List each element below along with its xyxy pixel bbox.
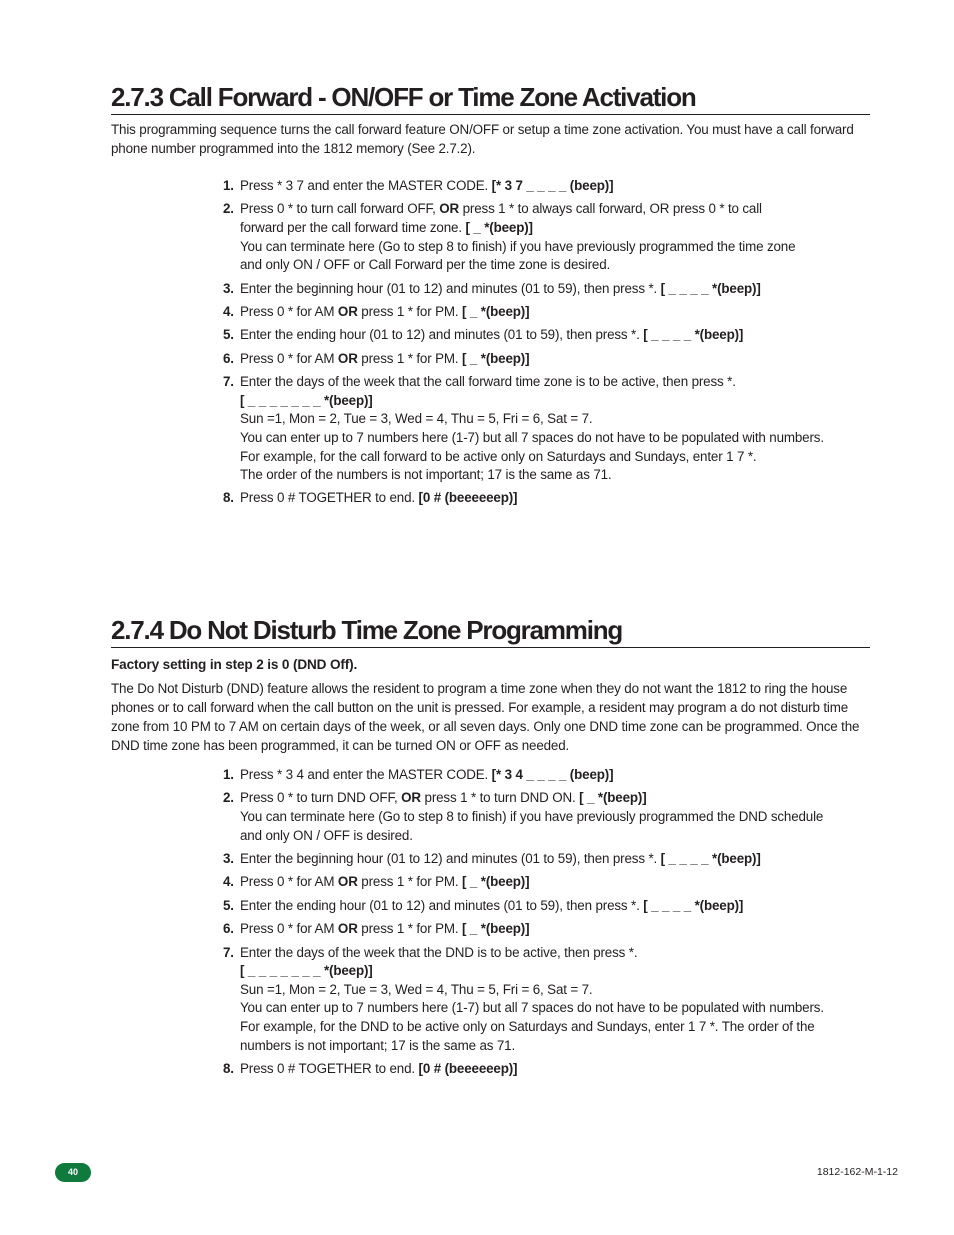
step-keystroke: [ _ _ _ _ *(beep)] (643, 897, 744, 913)
section-heading-dnd: 2.7.4 Do Not Disturb Time Zone Programming (111, 615, 870, 648)
step-text-line: Enter the beginning hour (01 to 12) and minutes (01 to 59), then press *. [ _ _ _ _ *(beep)] (240, 850, 761, 866)
step-text-line: You can terminate here (Go to step 8 to finish) if you have previously programmed the DND schedule (240, 808, 824, 824)
step-text-line: forward per the call forward time zone. [ _ *(beep)] (240, 219, 533, 235)
dnd-factory-setting: Factory setting in step 2 is 0 (DND Off). (111, 657, 358, 672)
step-item (223, 1060, 873, 1079)
step-keystroke: OR (337, 303, 358, 319)
step-text-line: Enter the days of the week that the DND is to be active, then press *. (240, 944, 638, 960)
dnd-steps (223, 766, 873, 1083)
step-item (223, 303, 873, 322)
step-number: 8. (223, 490, 234, 506)
step-keystroke: [ _ *(beep)] (462, 303, 530, 319)
step-keystroke: [ _ _ _ _ _ _ _ *(beep)] (240, 963, 373, 979)
step-keystroke: [* 3 4 _ _ _ _ (beep)] (491, 767, 614, 782)
step-item (223, 850, 873, 869)
section-heading-call-forward: 2.7.3 Call Forward - ON/OFF or Time Zone Activation (111, 82, 870, 115)
step-text-line: Press 0 # TOGETHER to end. [0 # (beeeeeep)] (240, 1060, 518, 1076)
step-text-line: Press 0 * to turn call forward OFF, OR press 1 * to always call forward, OR press 0 * to call (240, 201, 762, 217)
step-keystroke: OR (401, 790, 421, 806)
step-text-line: You can terminate here (Go to step 8 to finish) if you have previously programmed the time zone (240, 238, 796, 254)
step-text-line (240, 962, 873, 981)
step-item (223, 873, 873, 892)
step-keystroke: [ _ *(beep)] (462, 350, 530, 366)
step-keystroke: [0 # (beeeeeep)] (418, 490, 518, 506)
step-text-line: Enter the beginning hour (01 to 12) and minutes (01 to 59), then press *. [ _ _ _ _ *(beep)] (240, 280, 761, 296)
step-text-line: and only ON / OFF is desired. (240, 827, 413, 843)
step-text-line: Sun =1, Mon = 2, Tue = 3, Wed = 4, Thu = 5, Fri = 6, Sat = 7. (240, 411, 593, 427)
step-keystroke: [ _ _ _ _ _ _ _ *(beep)] (240, 392, 373, 408)
step-text-line: The order of the numbers is not important; 17 is the same as 71. (240, 467, 612, 483)
step-number: 5. (223, 897, 234, 913)
page-number-badge: 40 (55, 1163, 91, 1182)
step-text-line: Enter the ending hour (01 to 12) and minutes (01 to 59), then press *. [ _ _ _ _ *(beep)] (240, 327, 744, 343)
step-number: 8. (223, 1060, 234, 1076)
step-keystroke: OR (337, 921, 358, 937)
step-item (223, 200, 873, 274)
step-item (223, 944, 873, 1056)
step-text-line: Press 0 * for AM OR press 1 * for PM. [ _ *(beep)] (240, 921, 530, 937)
step-text-line: Enter the ending hour (01 to 12) and minutes (01 to 59), then press *. [ _ _ _ _ *(beep)] (240, 897, 744, 913)
step-item (223, 489, 873, 508)
step-text-line: For example, for the DND to be active only on Saturdays and Sundays, enter 1 7 *. The order of the (240, 1018, 815, 1034)
step-text-line: Press 0 * for AM OR press 1 * for PM. [ _ *(beep)] (240, 874, 530, 890)
step-item (223, 897, 873, 916)
step-text-line (240, 392, 873, 411)
step-keystroke: OR (337, 350, 358, 366)
step-text-line: You can enter up to 7 numbers here (1-7) but all 7 spaces do not have to be populated with numbers. (240, 1000, 824, 1016)
step-number: 4. (223, 874, 234, 890)
step-keystroke: [* 3 7 _ _ _ _ (beep)] (491, 178, 614, 193)
step-number: 3. (223, 850, 234, 866)
dnd-intro: The Do Not Disturb (DND) feature allows the resident to program a time zone when they do not want the 1812 to ring the house phones or to call forward when the call button on the unit is pressed. For example, a resident may program a do not disturb time zone from 10 PM to 7 AM on certain days of the week, or all seven days. Only one DND time zone can be programmed. Once the DND time zone has been programmed, it can be turned ON or OFF as needed. (111, 681, 860, 753)
document-code: 1812-162-M-1-12 (816, 1166, 898, 1178)
step-item (223, 789, 873, 845)
step-number: 2. (223, 201, 234, 217)
step-number: 2. (223, 790, 234, 806)
step-text-line: Sun =1, Mon = 2, Tue = 3, Wed = 4, Thu = 5, Fri = 6, Sat = 7. (240, 981, 593, 997)
call-forward-steps (223, 177, 873, 513)
step-text-line: numbers is not important; 17 is the same as 71. (240, 1037, 516, 1053)
step-number: 4. (223, 303, 234, 319)
step-item (223, 326, 873, 345)
step-number: 6. (223, 921, 234, 937)
step-keystroke: [ _ *(beep)] (465, 219, 533, 235)
step-keystroke: [ _ *(beep)] (462, 921, 530, 937)
call-forward-intro: This programming sequence turns the call forward feature ON/OFF or setup a time zone activation. You must have a call forward phone number programmed into the 1812 memory (See 2.7.2). (111, 122, 854, 156)
step-number: 6. (223, 350, 234, 366)
step-keystroke: [ _ *(beep)] (579, 790, 647, 806)
step-number: 3. (223, 280, 234, 296)
step-keystroke: [ _ _ _ _ *(beep)] (660, 850, 761, 866)
step-number: 1. (223, 767, 234, 782)
step-text-line: Enter the days of the week that the call forward time zone is to be active, then press *. (240, 374, 736, 390)
step-keystroke: [ _ *(beep)] (462, 874, 530, 890)
step-item (223, 350, 873, 369)
step-item (223, 766, 873, 785)
step-keystroke: OR (439, 201, 460, 217)
step-keystroke: OR (337, 874, 358, 890)
step-item (223, 920, 873, 939)
step-text-line: Press * 3 4 and enter the MASTER CODE. [* 3 4 _ _ _ _ (beep)] (240, 767, 614, 782)
step-item (223, 280, 873, 299)
step-keystroke: [ _ _ _ _ *(beep)] (660, 280, 761, 296)
step-item (223, 177, 873, 196)
step-keystroke: [0 # (beeeeeep)] (418, 1060, 518, 1076)
step-text-line: Press 0 * to turn DND OFF, OR press 1 * to turn DND ON. [ _ *(beep)] (240, 790, 647, 806)
step-text-line: and only ON / OFF or Call Forward per the time zone is desired. (240, 257, 611, 273)
step-text-line: You can enter up to 7 numbers here (1-7) but all 7 spaces do not have to be populated with numbers. (240, 429, 824, 445)
step-number: 7. (223, 374, 234, 390)
step-text-line: For example, for the call forward to be active only on Saturdays and Sundays, enter 1 7 *. (240, 448, 757, 464)
step-number: 1. (223, 178, 234, 193)
step-keystroke: [ _ _ _ _ *(beep)] (643, 327, 744, 343)
step-text-line: Press 0 * for AM OR press 1 * for PM. [ _ *(beep)] (240, 350, 530, 366)
step-text-line: Press 0 * for AM OR press 1 * for PM. [ _ *(beep)] (240, 303, 530, 319)
step-item (223, 373, 873, 485)
step-number: 5. (223, 327, 234, 343)
step-text-line: Press * 3 7 and enter the MASTER CODE. [* 3 7 _ _ _ _ (beep)] (240, 178, 614, 193)
step-text-line: Press 0 # TOGETHER to end. [0 # (beeeeeep)] (240, 490, 518, 506)
step-number: 7. (223, 944, 234, 960)
